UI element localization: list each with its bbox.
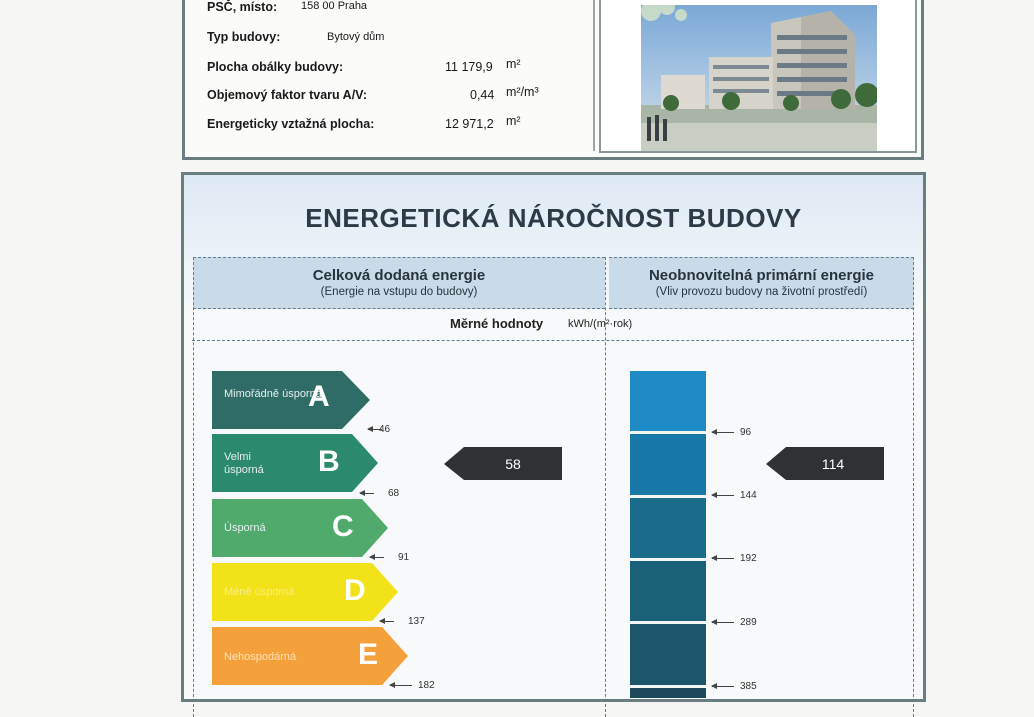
specific-values-row bbox=[184, 315, 923, 341]
reference-area-unit: m² bbox=[506, 114, 521, 128]
primary-energy-header bbox=[609, 257, 914, 309]
primary-bar-segment-4 bbox=[630, 561, 706, 621]
shape-factor-unit: m²/m³ bbox=[506, 85, 539, 99]
units-divider bbox=[192, 340, 914, 341]
primary-threshold-5: 385 bbox=[740, 681, 757, 692]
class-a-letter: A bbox=[308, 380, 330, 413]
column-divider bbox=[605, 257, 606, 717]
specific-values-label: Měrné hodnoty bbox=[450, 316, 544, 331]
primary-threshold-1: 96 bbox=[740, 427, 752, 438]
threshold-c-arrow bbox=[370, 557, 384, 558]
class-d-letter: D bbox=[344, 574, 366, 607]
primary-threshold-3: 192 bbox=[740, 553, 757, 564]
threshold-e-value: 182 bbox=[418, 680, 435, 691]
envelope-area-value: 11 179,9 bbox=[445, 60, 493, 74]
envelope-area-label: Plocha obálky budovy: bbox=[207, 60, 344, 74]
specific-values-unit: kWh/(m²·rok) bbox=[568, 318, 633, 330]
threshold-d-arrow bbox=[380, 621, 394, 622]
primary-threshold-1-arrow bbox=[712, 432, 734, 433]
shape-factor-label: Objemový faktor tvaru A/V: bbox=[207, 88, 367, 102]
primary-bar-segment-3 bbox=[630, 498, 706, 558]
reference-area-label: Energeticky vztažná plocha: bbox=[207, 117, 375, 131]
delivered-energy-value: 58 bbox=[505, 456, 521, 472]
class-b-name: Velmi úsporná bbox=[224, 451, 264, 476]
threshold-c-value: 91 bbox=[398, 552, 410, 563]
building-photo-frame bbox=[599, 0, 917, 153]
delivered-energy-subtitle: (Energie na vstupu do budovy) bbox=[320, 286, 478, 298]
threshold-a-value: 46 bbox=[379, 424, 391, 435]
primary-energy-value: 114 bbox=[821, 456, 845, 472]
primary-threshold-3-arrow bbox=[712, 558, 734, 559]
energy-performance-panel bbox=[181, 172, 926, 702]
primary-energy-title: Neobnovitelná primární energie bbox=[648, 267, 875, 284]
threshold-e-arrow bbox=[390, 685, 412, 686]
delivered-energy-title: Celková dodaná energie bbox=[312, 267, 486, 284]
building-type-value: Bytový dům bbox=[327, 31, 385, 43]
primary-threshold-2-arrow bbox=[712, 495, 734, 496]
primary-threshold-2: 144 bbox=[740, 490, 757, 501]
primary-energy-subtitle: (Vliv provozu budovy na životní prostředí) bbox=[655, 286, 868, 298]
primary-bar-segment-2 bbox=[630, 434, 706, 495]
energy-title: ENERGETICKÁ NÁROČNOST BUDOVY bbox=[305, 203, 802, 233]
right-border-dash bbox=[913, 257, 914, 717]
class-b-letter: B bbox=[318, 445, 340, 478]
class-a-name: Mimořádně úsporná bbox=[224, 388, 322, 400]
threshold-b-value: 68 bbox=[388, 488, 400, 499]
threshold-d-value: 137 bbox=[408, 616, 425, 627]
class-c-letter: C bbox=[332, 510, 354, 543]
primary-threshold-4-arrow bbox=[712, 622, 734, 623]
building-info-table bbox=[191, 0, 595, 151]
postcode-value: 158 00 Praha bbox=[301, 0, 368, 12]
primary-bar-segment-5 bbox=[630, 624, 706, 685]
postcode-label: PSČ, místo: bbox=[207, 0, 278, 14]
shape-factor-value: 0,44 bbox=[470, 88, 495, 102]
primary-threshold-4: 289 bbox=[740, 617, 757, 628]
reference-area-value: 12 971,2 bbox=[445, 117, 494, 131]
primary-threshold-5-arrow bbox=[712, 686, 734, 687]
building-type-label: Typ budovy: bbox=[207, 30, 281, 44]
left-border-dash bbox=[193, 257, 194, 717]
class-e-name: Nehospodárná bbox=[224, 651, 297, 663]
primary-bar-segment-6 bbox=[630, 688, 706, 698]
class-e-letter: E bbox=[358, 638, 379, 671]
building-info-card bbox=[182, 0, 924, 160]
primary-bar-segment-1 bbox=[630, 371, 706, 431]
delivered-energy-header bbox=[193, 257, 605, 309]
class-d-name: Méně úsporná bbox=[224, 586, 295, 598]
envelope-area-unit: m² bbox=[506, 57, 521, 71]
threshold-b-arrow bbox=[360, 493, 374, 494]
building-photo bbox=[641, 5, 877, 151]
class-c-name: Úsporná bbox=[224, 522, 266, 534]
